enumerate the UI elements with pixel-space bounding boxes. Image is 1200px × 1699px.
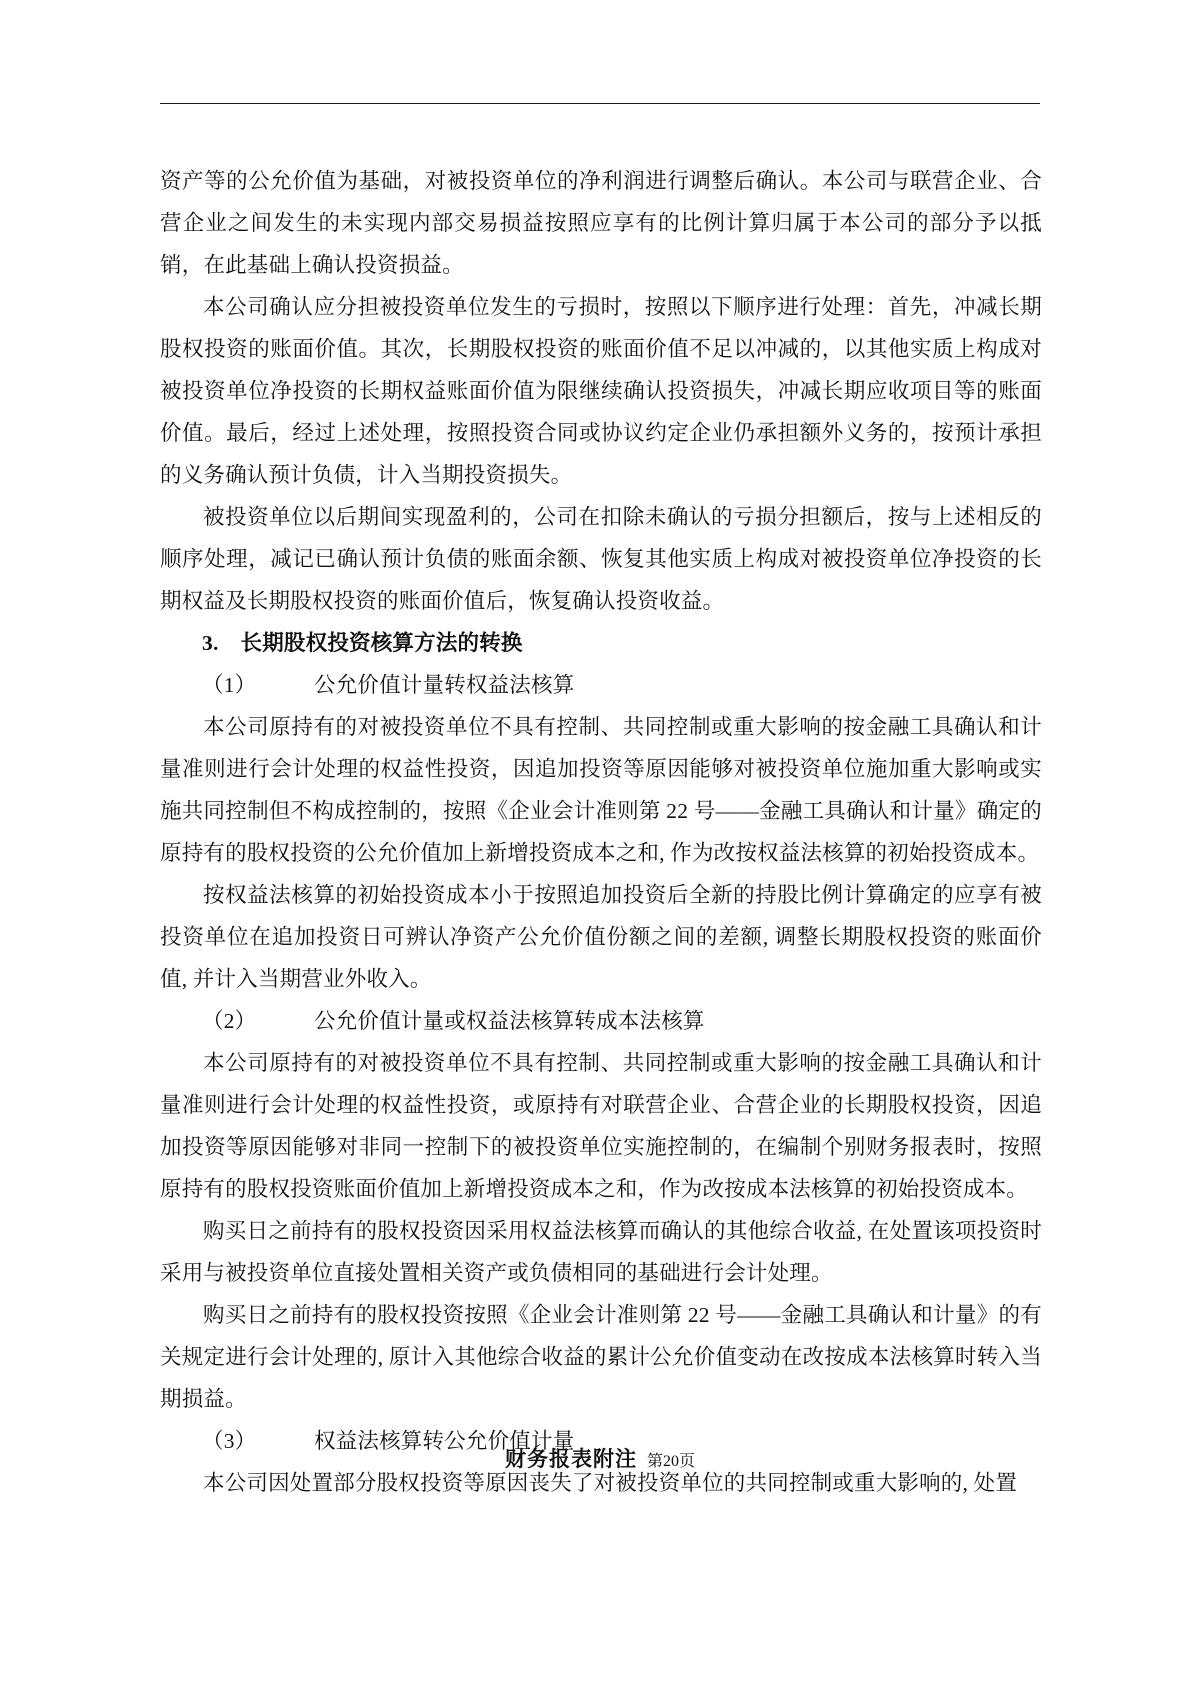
paragraph-equity-to-fv: 本公司因处置部分股权投资等原因丧失了对被投资单位的共同控制或重大影响的, 处置 xyxy=(203,1471,1018,1495)
paragraph-fv-to-equity: 本公司原持有的对被投资单位不具有控制、共同控制或重大影响的按金融工具确认和计量准则进行会计处理的权益性投资，因追加投资等原因能够对被投资单位施加重大影响或实施共同控制但不构成控制的，按照《企业会计准则第 22 号——金融工具确认和计量》确定的原持有的股权投资的公允价值加上新增投资成本之和, 作为改按权益法核算的初始投资成本。 xyxy=(160,715,1042,865)
paragraph-profit-recovery: 被投资单位以后期间实现盈利的，公司在扣除未确认的亏损分担额后，按与上述相反的顺序处理，减记已确认预计负债的账面余额、恢复其他实质上构成对被投资单位净投资的长期权益及长期股权投资的账面价值后，恢复确认投资收益。 xyxy=(160,505,1042,613)
subsection-label-1: （1） xyxy=(202,673,257,697)
subsection-heading-2 xyxy=(160,1000,1042,1042)
section-heading-3 xyxy=(160,622,1042,664)
section-heading-number: 3. xyxy=(202,631,219,655)
page-footer xyxy=(0,1443,1200,1473)
subsection-label-3: （3） xyxy=(202,1429,257,1453)
subsection-heading-1 xyxy=(160,664,1042,706)
section-heading-text: 长期股权投资核算方法的转换 xyxy=(240,631,523,655)
subsection-label-2: （2） xyxy=(202,1009,257,1033)
paragraph-loss-sharing: 本公司确认应分担被投资单位发生的亏损时，按照以下顺序进行处理：首先，冲减长期股权投资的账面价值。其次，长期股权投资的账面价值不足以冲减的，以其他实质上构成对被投资单位净投资的长期权益账面价值为限继续确认投资损失，冲减长期应收项目等的账面价值。最后，经过上述处理，按照投资合同或协议约定企业仍承担额外义务的，按预计承担的义务确认预计负债，计入当期投资损失。 xyxy=(160,295,1042,487)
paragraph-continuation: 资产等的公允价值为基础，对被投资单位的净利润进行调整后确认。本公司与联营企业、合营企业之间发生的未实现内部交易损益按照应享有的比例计算归属于本公司的部分予以抵销，在此基础上确认投资损益。 xyxy=(160,169,1042,277)
paragraph-oci-treatment: 购买日之前持有的股权投资因采用权益法核算而确认的其他综合收益, 在处置该项投资时采用与被投资单位直接处置相关资产或负债相同的基础进行会计处理。 xyxy=(160,1219,1042,1285)
paragraph-oci-transfer: 购买日之前持有的股权投资按照《企业会计准则第 22 号——金融工具确认和计量》的有关规定进行会计处理的, 原计入其他综合收益的累计公允价值变动在改按成本法核算时转入当期损益。 xyxy=(160,1303,1042,1411)
subsection-text-2: 公允价值计量或权益法核算转成本法核算 xyxy=(314,1009,705,1033)
header-rule xyxy=(160,103,1040,104)
footer-title: 财务报表附注 xyxy=(504,1447,637,1471)
page-number: 第20页 xyxy=(646,1453,695,1470)
document-body xyxy=(160,160,1042,1504)
subsection-text-1: 公允价值计量转权益法核算 xyxy=(314,673,575,697)
paragraph-to-cost-method: 本公司原持有的对被投资单位不具有控制、共同控制或重大影响的按金融工具确认和计量准则进行会计处理的权益性投资，或原持有对联营企业、合营企业的长期股权投资，因追加投资等原因能够对非同一控制下的被投资单位实施控制的，在编制个别财务报表时，按照原持有的股权投资账面价值加上新增投资成本之和，作为改按成本法核算的初始投资成本。 xyxy=(160,1051,1042,1201)
paragraph-equity-initial-cost: 按权益法核算的初始投资成本小于按照追加投资后全新的持股比例计算确定的应享有被投资单位在追加投资日可辨认净资产公允价值份额之间的差额, 调整长期股权投资的账面价值, 并计入当期营业外收入。 xyxy=(160,883,1042,991)
subsection-text-3: 权益法核算转公允价值计量 xyxy=(314,1429,575,1453)
